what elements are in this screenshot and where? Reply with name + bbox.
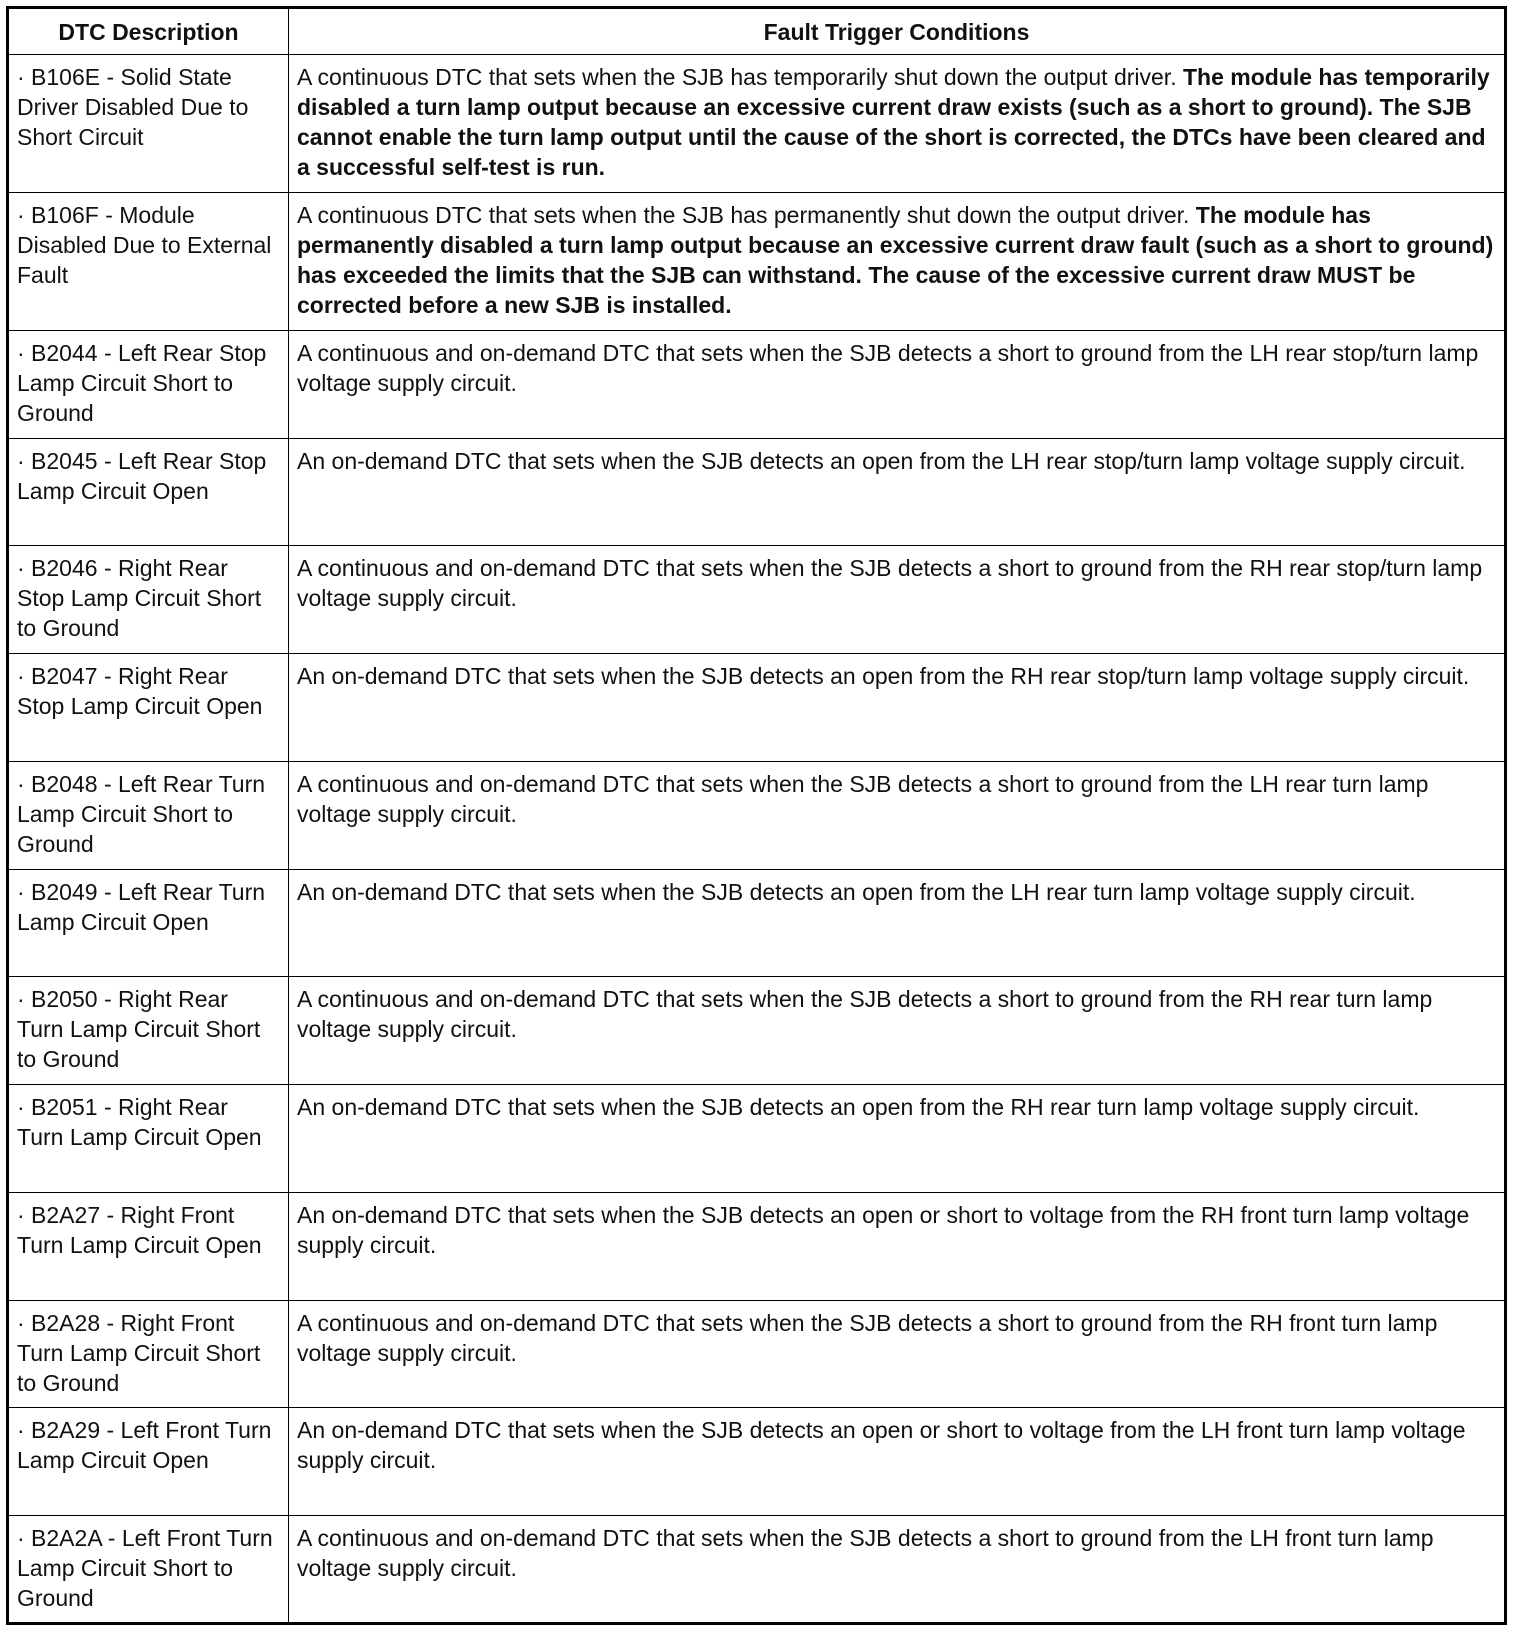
dtc-description-cell: · B2051 - Right Rear Turn Lamp Circuit Open (8, 1085, 289, 1193)
condition-bold-text: The module has temporarily disabled a turn lamp output because an excessive current draw exists (such as a short to ground). The SJB cannot enable the turn lamp output until the cause of the short is corrected, the DTCs have been cleared and a successful self-test is run. (297, 64, 1490, 180)
table-row (8, 1192, 1506, 1300)
condition-text: A continuous DTC that sets when the SJB has permanently shut down the output driver. (297, 201, 1190, 228)
fault-condition-cell: An on-demand DTC that sets when the SJB detects an open from the LH rear turn lamp voltage supply circuit. (289, 869, 1506, 977)
dtc-description-cell: · B2045 - Left Rear Stop Lamp Circuit Open (8, 438, 289, 546)
dtc-description-cell: · B2048 - Left Rear Turn Lamp Circuit Short to Ground (8, 761, 289, 869)
table-row (8, 438, 1506, 546)
fault-condition-cell: A continuous and on-demand DTC that sets when the SJB detects a short to ground from the RH front turn lamp voltage supply circuit. (289, 1300, 1506, 1408)
condition-bold-text: The module has permanently disabled a turn lamp output because an excessive current draw fault (such as a short to ground) has exceeded the limits that the SJB can withstand. The cause of the excessive current draw MUST be corrected before a new SJB is installed. (297, 201, 1494, 318)
dtc-description-cell: · B2A27 - Right Front Turn Lamp Circuit Open (8, 1192, 289, 1300)
fault-condition-cell: An on-demand DTC that sets when the SJB detects an open or short to voltage from the LH front turn lamp voltage supply circuit. (289, 1408, 1506, 1516)
dtc-description-cell: · B2A28 - Right Front Turn Lamp Circuit Short to Ground (8, 1300, 289, 1408)
table-row (8, 869, 1506, 977)
fault-condition-cell: An on-demand DTC that sets when the SJB detects an open or short to voltage from the RH front turn lamp voltage supply circuit. (289, 1192, 1506, 1300)
fault-condition-cell: A continuous and on-demand DTC that sets when the SJB detects a short to ground from the LH front turn lamp voltage supply circuit. (289, 1516, 1506, 1624)
table-row (8, 654, 1506, 762)
dtc-description-cell: · B2044 - Left Rear Stop Lamp Circuit Short to Ground (8, 330, 289, 438)
header-dtc-description: DTC Description (8, 8, 289, 55)
dtc-description-cell: · B106E - Solid State Driver Disabled Due to Short Circuit (8, 55, 289, 193)
fault-condition-cell (289, 55, 1506, 193)
condition-text: A continuous DTC that sets when the SJB has temporarily shut down the output driver. (297, 64, 1177, 90)
dtc-description-cell: · B2A29 - Left Front Turn Lamp Circuit Open (8, 1408, 289, 1516)
fault-condition-cell: A continuous and on-demand DTC that sets when the SJB detects a short to ground from the LH rear turn lamp voltage supply circuit. (289, 761, 1506, 869)
fault-condition-cell: A continuous and on-demand DTC that sets when the SJB detects a short to ground from the RH rear stop/turn lamp voltage supply circuit. (289, 546, 1506, 654)
header-row (8, 8, 1506, 55)
header-fault-trigger-conditions: Fault Trigger Conditions (289, 8, 1506, 55)
table-row (8, 55, 1506, 193)
table-row (8, 330, 1506, 438)
dtc-description-cell: · B2049 - Left Rear Turn Lamp Circuit Open (8, 869, 289, 977)
table-row (8, 1085, 1506, 1193)
dtc-description-cell: · B106F - Module Disabled Due to External Fault (8, 192, 289, 330)
fault-condition-cell (289, 192, 1506, 330)
dtc-description-cell: · B2050 - Right Rear Turn Lamp Circuit Short to Ground (8, 977, 289, 1085)
dtc-table (6, 6, 1507, 1625)
dtc-description-cell: · B2A2A - Left Front Turn Lamp Circuit Short to Ground (8, 1516, 289, 1624)
table-row (8, 192, 1506, 330)
table-row (8, 761, 1506, 869)
fault-condition-cell: An on-demand DTC that sets when the SJB detects an open from the LH rear stop/turn lamp voltage supply circuit. (289, 438, 1506, 546)
dtc-description-cell: · B2046 - Right Rear Stop Lamp Circuit Short to Ground (8, 546, 289, 654)
fault-condition-cell: An on-demand DTC that sets when the SJB detects an open from the RH rear stop/turn lamp voltage supply circuit. (289, 654, 1506, 762)
table-row (8, 977, 1506, 1085)
table-row (8, 1300, 1506, 1408)
table-row (8, 1408, 1506, 1516)
table-row (8, 546, 1506, 654)
fault-condition-cell: A continuous and on-demand DTC that sets when the SJB detects a short to ground from the LH rear stop/turn lamp voltage supply circuit. (289, 330, 1506, 438)
fault-condition-cell: A continuous and on-demand DTC that sets when the SJB detects a short to ground from the RH rear turn lamp voltage supply circuit. (289, 977, 1506, 1085)
dtc-description-cell: · B2047 - Right Rear Stop Lamp Circuit Open (8, 654, 289, 762)
table-row (8, 1516, 1506, 1624)
fault-condition-cell: An on-demand DTC that sets when the SJB detects an open from the RH rear turn lamp voltage supply circuit. (289, 1085, 1506, 1193)
